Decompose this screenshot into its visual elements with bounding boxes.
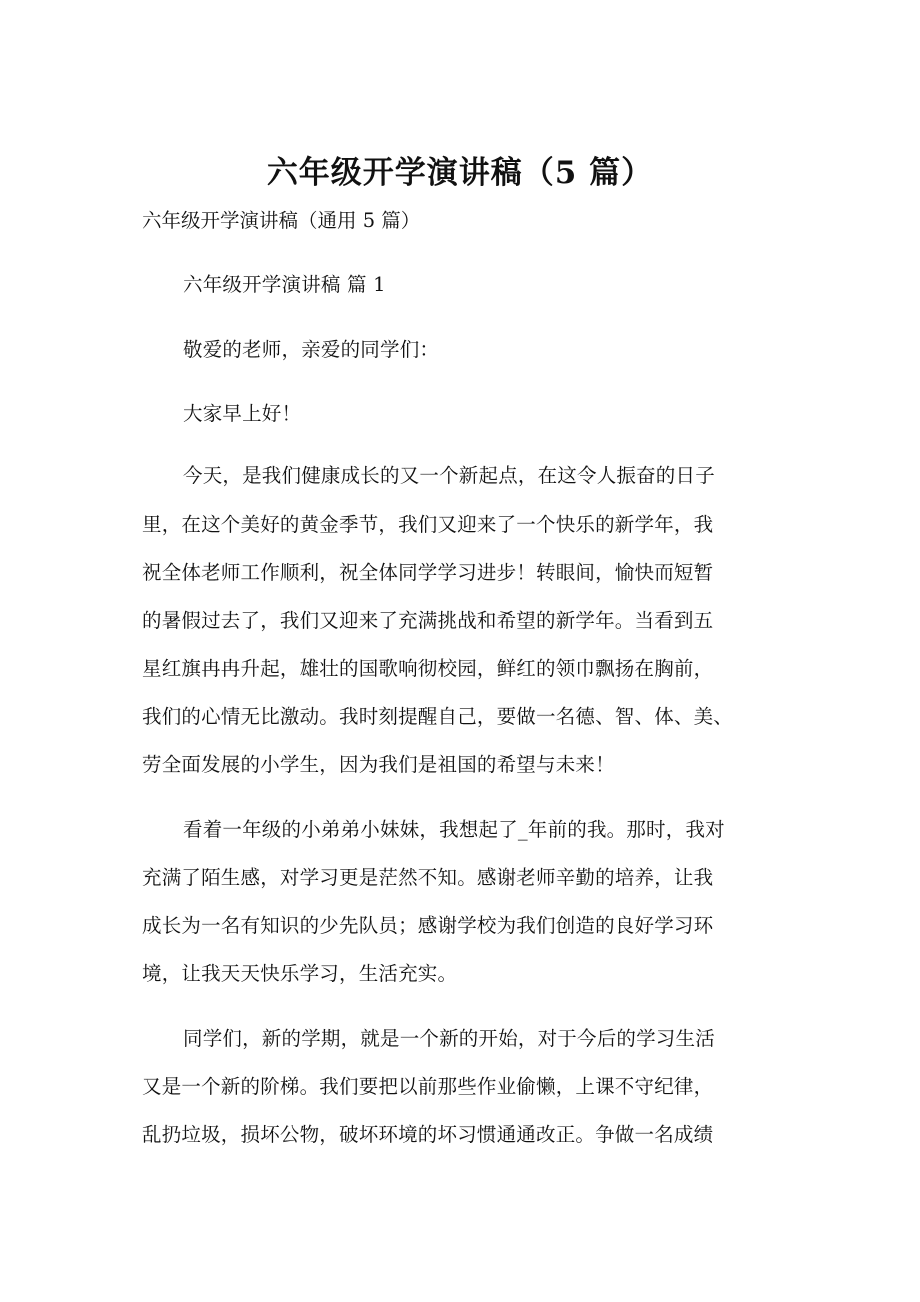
paragraph-1-line: 的暑假过去了，我们又迎来了充满挑战和希望的新学年。当看到五	[142, 609, 714, 632]
greeting-line: 敬爱的老师，亲爱的同学们：	[183, 338, 440, 361]
morning-greeting: 大家早上好！	[183, 402, 302, 425]
paragraph-3-line: 同学们，新的学期，就是一个新的开始，对于今后的学习生活	[183, 1027, 715, 1050]
document-subtitle: 六年级开学演讲稿（通用 5 篇）	[142, 209, 421, 232]
paragraph-2-line: 成长为一名有知识的少先队员；感谢学校为我们创造的良好学习环	[142, 914, 714, 937]
section-heading: 六年级开学演讲稿 篇 1	[183, 273, 386, 296]
paragraph-1-line: 劳全面发展的小学生，因为我们是祖国的希望与未来！	[142, 753, 615, 776]
paragraph-2-line: 充满了陌生感，对学习更是茫然不知。感谢老师辛勤的培养，让我	[142, 866, 714, 889]
paragraph-2-line: 境，让我天天快乐学习，生活充实。	[142, 962, 458, 985]
paragraph-1-line: 祝全体老师工作顺利，祝全体同学学习进步！转眼间，愉快而短暂	[142, 561, 714, 584]
paragraph-1-line: 我们的心情无比激动。我时刻提醒自己，要做一名德、智、体、美、	[142, 705, 734, 728]
paragraph-2-line: 看着一年级的小弟弟小妹妹，我想起了_年前的我。那时，我对	[183, 818, 725, 841]
paragraph-3-line: 又是一个新的阶梯。我们要把以前那些作业偷懒，上课不守纪律，	[142, 1075, 714, 1098]
paragraph-1-line: 今天，是我们健康成长的又一个新起点，在这令人振奋的日子	[183, 464, 715, 487]
paragraph-1-line: 里，在这个美好的黄金季节，我们又迎来了一个快乐的新学年，我	[142, 513, 714, 536]
paragraph-3-line: 乱扔垃圾，损坏公物，破坏环境的坏习惯通通改正。争做一名成绩	[142, 1123, 714, 1146]
paragraph-1-line: 星红旗冉冉升起，雄壮的国歌响彻校园，鲜红的领巾飘扬在胸前，	[142, 657, 714, 680]
document-title: 六年级开学演讲稿（5 篇）	[266, 155, 654, 191]
